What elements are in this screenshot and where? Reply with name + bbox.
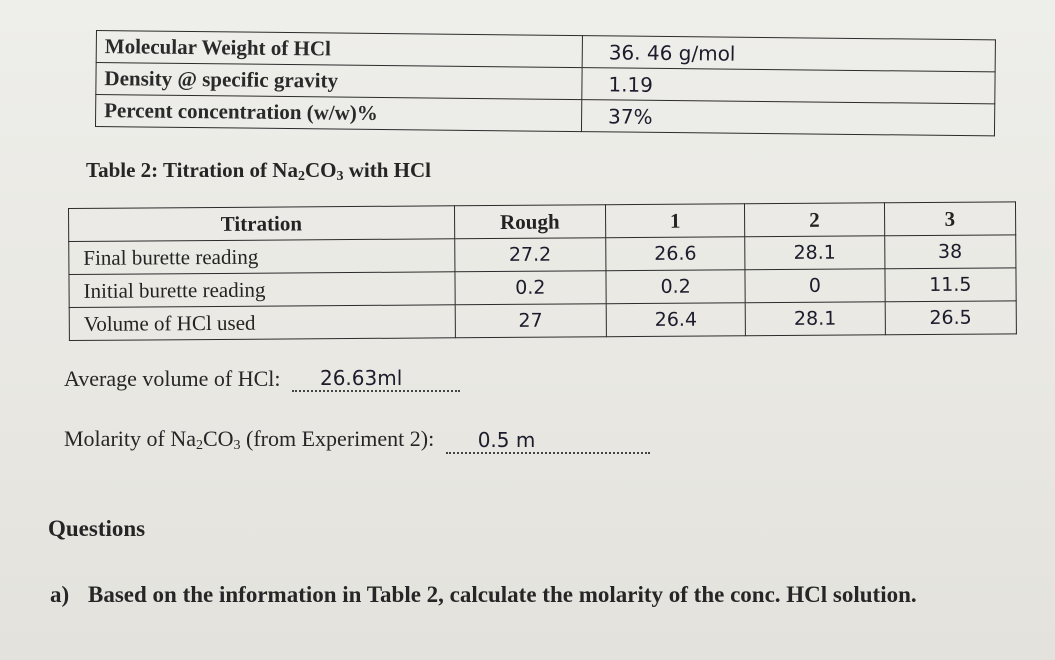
table-cell: 26.5 — [885, 301, 1017, 335]
table-cell: 28.1 — [745, 302, 885, 336]
question-marker: a) — [50, 582, 70, 607]
question-a — [50, 578, 1025, 611]
molarity-subscript: 3 — [233, 438, 241, 453]
row-label: Volume of HCl used — [69, 305, 455, 341]
molarity-label-text: (from Experiment 2): — [240, 426, 435, 451]
column-header-2: 2 — [745, 203, 885, 237]
molarity-label — [64, 426, 434, 451]
column-header-titration: Titration — [69, 206, 455, 242]
column-header-3: 3 — [884, 202, 1016, 236]
average-volume-answer-field[interactable] — [292, 366, 460, 392]
average-volume-line — [64, 366, 460, 392]
question-text: Based on the information in Table 2, calculate the molarity of the conc. HCl solution. — [88, 582, 917, 607]
table-cell: 0.2 — [455, 271, 607, 305]
molarity-value: 0.5 m — [477, 428, 536, 452]
table-2-caption — [86, 158, 431, 185]
caption-text: CO — [304, 158, 337, 182]
column-header-rough: Rough — [454, 205, 606, 239]
molarity-label-text: Molarity of Na — [64, 426, 196, 451]
average-volume-label: Average volume of HCl: — [64, 366, 281, 391]
property-value: 37% — [581, 100, 994, 136]
caption-subscript: 2 — [297, 169, 305, 184]
table-cell: 26.4 — [606, 303, 746, 337]
hcl-properties-table — [95, 30, 996, 136]
row-label: Final burette reading — [69, 239, 455, 275]
titration-table — [68, 201, 1017, 341]
table-cell: 0 — [745, 269, 885, 303]
table-cell: 11.5 — [884, 268, 1016, 302]
questions-heading: Questions — [48, 516, 146, 541]
property-label: Percent concentration (w/w)% — [95, 95, 581, 132]
property-label: Density @ specific gravity — [96, 63, 582, 100]
table-cell: 27.2 — [454, 238, 606, 272]
molarity-subscript: 2 — [195, 438, 203, 453]
table-cell: 27 — [455, 304, 607, 338]
table-row — [69, 301, 1016, 341]
table-cell: 0.2 — [606, 270, 746, 304]
column-header-1: 1 — [605, 204, 745, 238]
molarity-line — [64, 426, 650, 454]
row-label: Initial burette reading — [69, 272, 455, 308]
molarity-answer-field[interactable] — [446, 428, 650, 454]
table-cell: 38 — [884, 235, 1016, 269]
average-volume-value: 26.63ml — [319, 366, 403, 390]
property-value: 1.19 — [582, 68, 995, 104]
table-cell: 28.1 — [745, 236, 885, 270]
caption-text: with HCl — [343, 158, 431, 182]
caption-subscript: 3 — [336, 169, 344, 184]
molarity-label-text: CO — [202, 426, 234, 451]
property-label: Molecular Weight of HCl — [96, 31, 582, 68]
property-value: 36. 46 g/mol — [582, 36, 995, 72]
caption-text: Table 2: Titration of Na — [86, 158, 298, 182]
table-cell: 26.6 — [606, 237, 746, 271]
